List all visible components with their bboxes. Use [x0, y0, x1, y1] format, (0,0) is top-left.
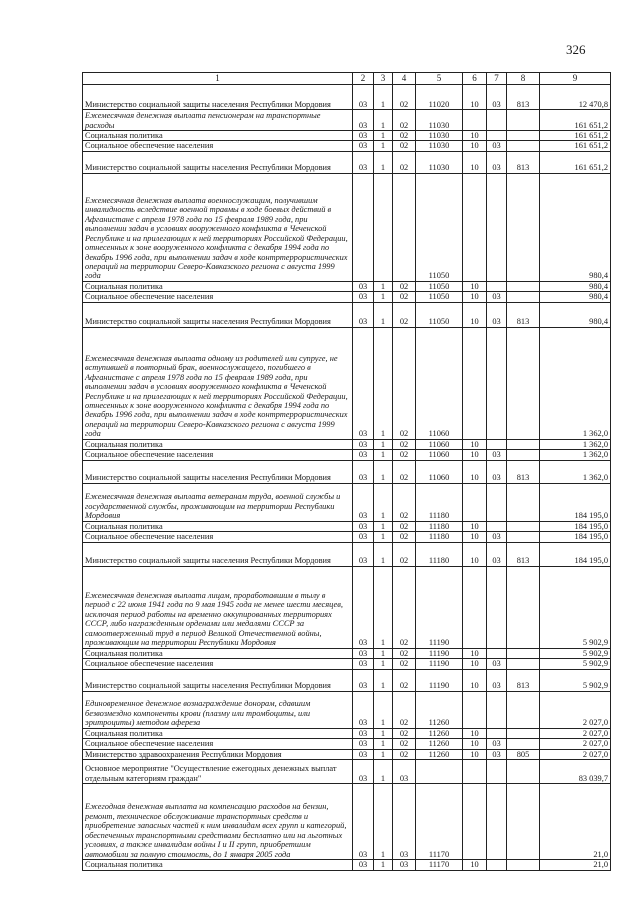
row-label: Министерство социальной защиты населения Республики Мордовия [83, 460, 353, 483]
code-cell: 11190 [416, 669, 463, 691]
code-cell: 11030 [416, 151, 463, 173]
code-cell: 11050 [416, 302, 463, 327]
code-cell [374, 173, 393, 281]
code-cell: 10 [463, 749, 487, 759]
table-row [83, 542, 611, 566]
code-cell: 03 [487, 292, 507, 302]
code-cell: 11180 [416, 483, 463, 521]
row-label: Ежемесячная денежная выплата одному из родителей или супруге, не вступившей в повторный брак, военнослужащего, погибшего в Афганистане с апреля 1978 года по 15 февраля 1989 года, при выполнении задач в условиях вооруженного конфликта в Чеченской Республике и на прилегающих к ней территориях Российской Федерации, отнесенных к зоне вооруженного конфликта с декабря 1994 года по декабрь 1996 года, при выполнении задач в ходе контртеррористических операций на территории Северо-Кавказского региона с августа 1999 года [83, 327, 353, 439]
code-cell: 03 [353, 327, 374, 439]
code-cell [507, 659, 540, 669]
amount-cell: 5 902,9 [540, 669, 611, 691]
table-row [83, 760, 611, 784]
amount-cell: 1 362,0 [540, 327, 611, 439]
code-cell: 03 [487, 85, 507, 110]
table-row [83, 521, 611, 531]
code-cell: 03 [487, 532, 507, 542]
amount-cell: 161 651,2 [540, 151, 611, 173]
code-cell: 11190 [416, 648, 463, 658]
table-row [83, 691, 611, 728]
code-cell [416, 760, 463, 784]
code-cell: 11260 [416, 739, 463, 749]
code-cell: 02 [393, 141, 416, 151]
code-cell: 11170 [416, 784, 463, 860]
column-header: 3 [374, 73, 393, 85]
code-cell: 03 [487, 460, 507, 483]
code-cell [507, 439, 540, 449]
amount-cell: 2 027,0 [540, 749, 611, 759]
code-cell: 813 [507, 85, 540, 110]
code-cell: 02 [393, 739, 416, 749]
code-cell: 02 [393, 691, 416, 728]
row-label: Единовременное денежное вознаграждение донорам, сдавшим безвозмездно компоненты крови (плазму или тромбоциты, или эритроциты) методом афереза [83, 691, 353, 728]
code-cell: 10 [463, 739, 487, 749]
code-cell: 10 [463, 542, 487, 566]
code-cell: 11170 [416, 860, 463, 870]
code-cell: 1 [374, 659, 393, 669]
row-label: Социальное обеспечение населения [83, 292, 353, 302]
code-cell [487, 760, 507, 784]
code-cell: 03 [487, 749, 507, 759]
column-header: 9 [540, 73, 611, 85]
code-cell [507, 131, 540, 141]
amount-cell: 184 195,0 [540, 483, 611, 521]
code-cell: 11030 [416, 141, 463, 151]
code-cell: 03 [353, 460, 374, 483]
table-row [83, 659, 611, 669]
code-cell: 10 [463, 85, 487, 110]
table-row [83, 110, 611, 131]
code-cell: 03 [353, 728, 374, 738]
code-cell [487, 728, 507, 738]
code-cell: 813 [507, 542, 540, 566]
code-cell: 11060 [416, 327, 463, 439]
code-cell [507, 110, 540, 131]
code-cell [487, 110, 507, 131]
code-cell: 1 [374, 669, 393, 691]
code-cell: 10 [463, 860, 487, 870]
code-cell: 02 [393, 131, 416, 141]
code-cell: 10 [463, 141, 487, 151]
code-cell: 03 [353, 749, 374, 759]
table-row [83, 860, 611, 870]
column-header: 2 [353, 73, 374, 85]
table-row [83, 784, 611, 860]
code-cell: 03 [487, 542, 507, 566]
row-label: Министерство социальной защиты населения Республики Мордовия [83, 669, 353, 691]
code-cell [487, 691, 507, 728]
code-cell [507, 173, 540, 281]
code-cell: 10 [463, 292, 487, 302]
code-cell: 1 [374, 566, 393, 648]
amount-cell: 980,4 [540, 281, 611, 291]
column-header: 1 [83, 73, 353, 85]
code-cell: 813 [507, 302, 540, 327]
code-cell: 11180 [416, 542, 463, 566]
row-label: Ежегодная денежная выплата на компенсацию расходов на бензин, ремонт, техническое обслуживание транспортных средств и приобретение запасных частей к ним инвалидам всех групп и категорий, обеспеченных транспортными средствами бесплатно или на льготных условиях, а также инвалидам войны I и II групп, приобретшим автомобили за полную стоимость, до 1 января 2005 года [83, 784, 353, 860]
code-cell: 10 [463, 131, 487, 141]
code-cell: 03 [487, 669, 507, 691]
amount-cell: 2 027,0 [540, 739, 611, 749]
code-cell: 02 [393, 749, 416, 759]
row-label: Министерство здравоохранения Республики Мордовия [83, 749, 353, 759]
code-cell: 02 [393, 648, 416, 658]
table-body [83, 85, 611, 871]
budget-table [82, 72, 611, 871]
code-cell: 03 [393, 760, 416, 784]
code-cell: 1 [374, 728, 393, 738]
row-label: Министерство социальной защиты населения Республики Мордовия [83, 542, 353, 566]
code-cell: 03 [353, 659, 374, 669]
code-cell: 11060 [416, 439, 463, 449]
row-label: Социальное обеспечение населения [83, 141, 353, 151]
code-cell: 10 [463, 302, 487, 327]
code-cell: 02 [393, 542, 416, 566]
row-label: Министерство социальной защиты населения Республики Мордовия [83, 85, 353, 110]
code-cell: 10 [463, 728, 487, 738]
code-cell: 10 [463, 439, 487, 449]
row-label: Ежемесячная денежная выплата военнослужащим, получившим инвалидность вследствие военной травмы в ходе боевых действий в Афганистане с апреля 1978 года по 15 февраля 1989 года, при выполнении задач в условиях вооруженного конфликта в Чеченской Республике и на прилегающих к ней территориях Российской Федерации, отнесенных к зоне вооруженного конфликта с декабря 1994 года по декабрь 1996 года, при выполнении задач в ходе контртеррористических операций на территории Северо-Кавказского региона с августа 1999 года [83, 173, 353, 281]
code-cell: 805 [507, 749, 540, 759]
code-cell: 11190 [416, 659, 463, 669]
code-cell: 1 [374, 327, 393, 439]
code-cell: 11180 [416, 532, 463, 542]
code-cell: 1 [374, 784, 393, 860]
amount-cell: 2 027,0 [540, 691, 611, 728]
code-cell: 03 [353, 521, 374, 531]
code-cell: 1 [374, 450, 393, 460]
code-cell: 03 [487, 450, 507, 460]
table-row [83, 739, 611, 749]
code-cell: 03 [353, 483, 374, 521]
code-cell: 11050 [416, 173, 463, 281]
code-cell [507, 327, 540, 439]
code-cell [487, 439, 507, 449]
column-header: 7 [487, 73, 507, 85]
code-cell [507, 784, 540, 860]
code-cell: 813 [507, 460, 540, 483]
code-cell: 10 [463, 460, 487, 483]
table-row [83, 439, 611, 449]
code-cell [487, 521, 507, 531]
row-label: Ежемесячная денежная выплата пенсионерам на транспортные расходы [83, 110, 353, 131]
code-cell: 1 [374, 460, 393, 483]
amount-cell: 161 651,2 [540, 141, 611, 151]
code-cell: 03 [353, 141, 374, 151]
code-cell: 11030 [416, 131, 463, 141]
row-label: Социальная политика [83, 648, 353, 658]
row-label: Социальная политика [83, 521, 353, 531]
table-row [83, 749, 611, 759]
code-cell [507, 483, 540, 521]
code-cell: 813 [507, 669, 540, 691]
code-cell [487, 648, 507, 658]
row-label: Ежемесячная денежная выплата лицам, проработавшим в тылу в период с 22 июня 1941 года по 9 мая 1945 года не менее шести месяцев, исключая период работы на временно оккупированных территориях СССР, либо награжденным орденами или медалями СССР за самоотверженный труд в период Великой Отечественной войны, проживающим на территории Республики Мордовия [83, 566, 353, 648]
table-row [83, 85, 611, 110]
row-label: Ежемесячная денежная выплата ветеранам труда, военной службы и государственной службы, проживающим на территории Республики Мордовия [83, 483, 353, 521]
code-cell [463, 327, 487, 439]
amount-cell: 980,4 [540, 173, 611, 281]
amount-cell: 5 902,9 [540, 566, 611, 648]
code-cell: 1 [374, 648, 393, 658]
code-cell: 03 [353, 439, 374, 449]
code-cell: 10 [463, 669, 487, 691]
code-cell: 03 [353, 648, 374, 658]
code-cell [463, 110, 487, 131]
table-row [83, 648, 611, 658]
code-cell: 02 [393, 450, 416, 460]
code-cell [507, 860, 540, 870]
code-cell: 02 [393, 439, 416, 449]
table-row [83, 728, 611, 738]
code-cell [353, 173, 374, 281]
code-cell: 11190 [416, 566, 463, 648]
code-cell: 03 [353, 302, 374, 327]
code-cell: 02 [393, 566, 416, 648]
code-cell: 10 [463, 281, 487, 291]
code-cell: 03 [353, 669, 374, 691]
row-label: Социальное обеспечение населения [83, 532, 353, 542]
amount-cell: 1 362,0 [540, 460, 611, 483]
amount-cell: 21,0 [540, 784, 611, 860]
code-cell: 11260 [416, 728, 463, 738]
column-header: 6 [463, 73, 487, 85]
amount-cell: 980,4 [540, 292, 611, 302]
code-cell [507, 281, 540, 291]
amount-cell: 83 039,7 [540, 760, 611, 784]
code-cell: 1 [374, 532, 393, 542]
code-cell: 10 [463, 151, 487, 173]
code-cell: 03 [353, 85, 374, 110]
code-cell: 1 [374, 292, 393, 302]
code-cell: 10 [463, 450, 487, 460]
code-cell [463, 691, 487, 728]
code-cell: 02 [393, 521, 416, 531]
table-header-row [83, 73, 611, 85]
code-cell: 02 [393, 327, 416, 439]
row-label: Министерство социальной защиты населения Республики Мордовия [83, 302, 353, 327]
code-cell: 03 [353, 691, 374, 728]
code-cell [507, 728, 540, 738]
code-cell [507, 521, 540, 531]
code-cell: 813 [507, 151, 540, 173]
code-cell: 1 [374, 542, 393, 566]
row-label: Социальная политика [83, 131, 353, 141]
amount-cell: 1 362,0 [540, 450, 611, 460]
code-cell: 02 [393, 302, 416, 327]
amount-cell: 161 651,2 [540, 110, 611, 131]
code-cell: 10 [463, 659, 487, 669]
code-cell: 03 [353, 151, 374, 173]
code-cell [393, 173, 416, 281]
code-cell [487, 860, 507, 870]
code-cell: 1 [374, 739, 393, 749]
code-cell [507, 566, 540, 648]
page-number: 326 [566, 42, 586, 57]
code-cell: 02 [393, 110, 416, 131]
column-header: 5 [416, 73, 463, 85]
code-cell [487, 327, 507, 439]
code-cell: 1 [374, 281, 393, 291]
code-cell [507, 760, 540, 784]
code-cell: 02 [393, 292, 416, 302]
row-label: Основное мероприятие "Осуществление ежегодных денежных выплат отдельным категориям граждан" [83, 760, 353, 784]
code-cell: 11050 [416, 281, 463, 291]
amount-cell: 21,0 [540, 860, 611, 870]
table-row [83, 460, 611, 483]
row-label: Социальная политика [83, 728, 353, 738]
table-row [83, 141, 611, 151]
table-row [83, 327, 611, 439]
row-label: Социальное обеспечение населения [83, 659, 353, 669]
code-cell: 1 [374, 483, 393, 521]
code-cell: 1 [374, 860, 393, 870]
row-label: Социальная политика [83, 281, 353, 291]
table-row [83, 302, 611, 327]
code-cell: 03 [353, 542, 374, 566]
code-cell [507, 691, 540, 728]
code-cell: 02 [393, 85, 416, 110]
code-cell: 1 [374, 85, 393, 110]
code-cell: 03 [487, 659, 507, 669]
code-cell: 11060 [416, 450, 463, 460]
amount-cell: 184 195,0 [540, 532, 611, 542]
code-cell: 11260 [416, 691, 463, 728]
column-header: 8 [507, 73, 540, 85]
code-cell [507, 141, 540, 151]
code-cell: 1 [374, 760, 393, 784]
code-cell: 10 [463, 521, 487, 531]
code-cell: 03 [353, 532, 374, 542]
code-cell: 02 [393, 728, 416, 738]
table-row [83, 131, 611, 141]
table-row [83, 151, 611, 173]
column-header: 4 [393, 73, 416, 85]
amount-cell: 184 195,0 [540, 521, 611, 531]
code-cell: 10 [463, 648, 487, 658]
code-cell: 02 [393, 532, 416, 542]
code-cell: 1 [374, 131, 393, 141]
code-cell: 02 [393, 669, 416, 691]
code-cell: 03 [353, 281, 374, 291]
code-cell [463, 483, 487, 521]
code-cell [507, 450, 540, 460]
code-cell: 02 [393, 483, 416, 521]
code-cell: 03 [353, 784, 374, 860]
row-label: Министерство социальной защиты населения Республики Мордовия [83, 151, 353, 173]
table-row [83, 669, 611, 691]
code-cell: 11020 [416, 85, 463, 110]
amount-cell: 12 470,8 [540, 85, 611, 110]
code-cell: 1 [374, 691, 393, 728]
code-cell: 03 [353, 450, 374, 460]
code-cell: 03 [393, 860, 416, 870]
code-cell [487, 566, 507, 648]
code-cell: 1 [374, 110, 393, 131]
code-cell [507, 739, 540, 749]
code-cell: 03 [393, 784, 416, 860]
code-cell: 03 [353, 110, 374, 131]
code-cell [507, 648, 540, 658]
code-cell [507, 292, 540, 302]
code-cell [487, 784, 507, 860]
table-row [83, 173, 611, 281]
code-cell: 1 [374, 521, 393, 531]
code-cell: 02 [393, 460, 416, 483]
code-cell: 03 [353, 860, 374, 870]
code-cell: 03 [487, 141, 507, 151]
code-cell: 11260 [416, 749, 463, 759]
code-cell: 03 [353, 292, 374, 302]
row-label: Социальное обеспечение населения [83, 450, 353, 460]
code-cell: 03 [353, 566, 374, 648]
amount-cell: 161 651,2 [540, 131, 611, 141]
table-row [83, 281, 611, 291]
code-cell: 03 [487, 739, 507, 749]
code-cell: 03 [487, 302, 507, 327]
amount-cell: 2 027,0 [540, 728, 611, 738]
code-cell: 11060 [416, 460, 463, 483]
table-row [83, 450, 611, 460]
table-row [83, 292, 611, 302]
code-cell: 11050 [416, 292, 463, 302]
code-cell: 10 [463, 532, 487, 542]
code-cell [463, 566, 487, 648]
row-label: Социальное обеспечение населения [83, 739, 353, 749]
row-label: Социальная политика [83, 860, 353, 870]
code-cell: 1 [374, 439, 393, 449]
table-row [83, 566, 611, 648]
code-cell: 02 [393, 281, 416, 291]
code-cell [463, 173, 487, 281]
amount-cell: 5 902,9 [540, 659, 611, 669]
code-cell [487, 131, 507, 141]
table-row [83, 532, 611, 542]
amount-cell: 5 902,9 [540, 648, 611, 658]
code-cell [487, 281, 507, 291]
code-cell [463, 760, 487, 784]
code-cell [487, 483, 507, 521]
code-cell: 1 [374, 302, 393, 327]
code-cell: 1 [374, 151, 393, 173]
table-row [83, 483, 611, 521]
code-cell: 03 [353, 739, 374, 749]
row-label: Социальная политика [83, 439, 353, 449]
amount-cell: 1 362,0 [540, 439, 611, 449]
code-cell: 1 [374, 141, 393, 151]
code-cell: 1 [374, 749, 393, 759]
code-cell: 02 [393, 659, 416, 669]
code-cell: 02 [393, 151, 416, 173]
code-cell: 03 [353, 131, 374, 141]
code-cell [463, 784, 487, 860]
code-cell: 03 [353, 760, 374, 784]
code-cell: 03 [487, 151, 507, 173]
code-cell [507, 532, 540, 542]
amount-cell: 184 195,0 [540, 542, 611, 566]
code-cell: 11180 [416, 521, 463, 531]
code-cell: 11030 [416, 110, 463, 131]
code-cell [487, 173, 507, 281]
amount-cell: 980,4 [540, 302, 611, 327]
